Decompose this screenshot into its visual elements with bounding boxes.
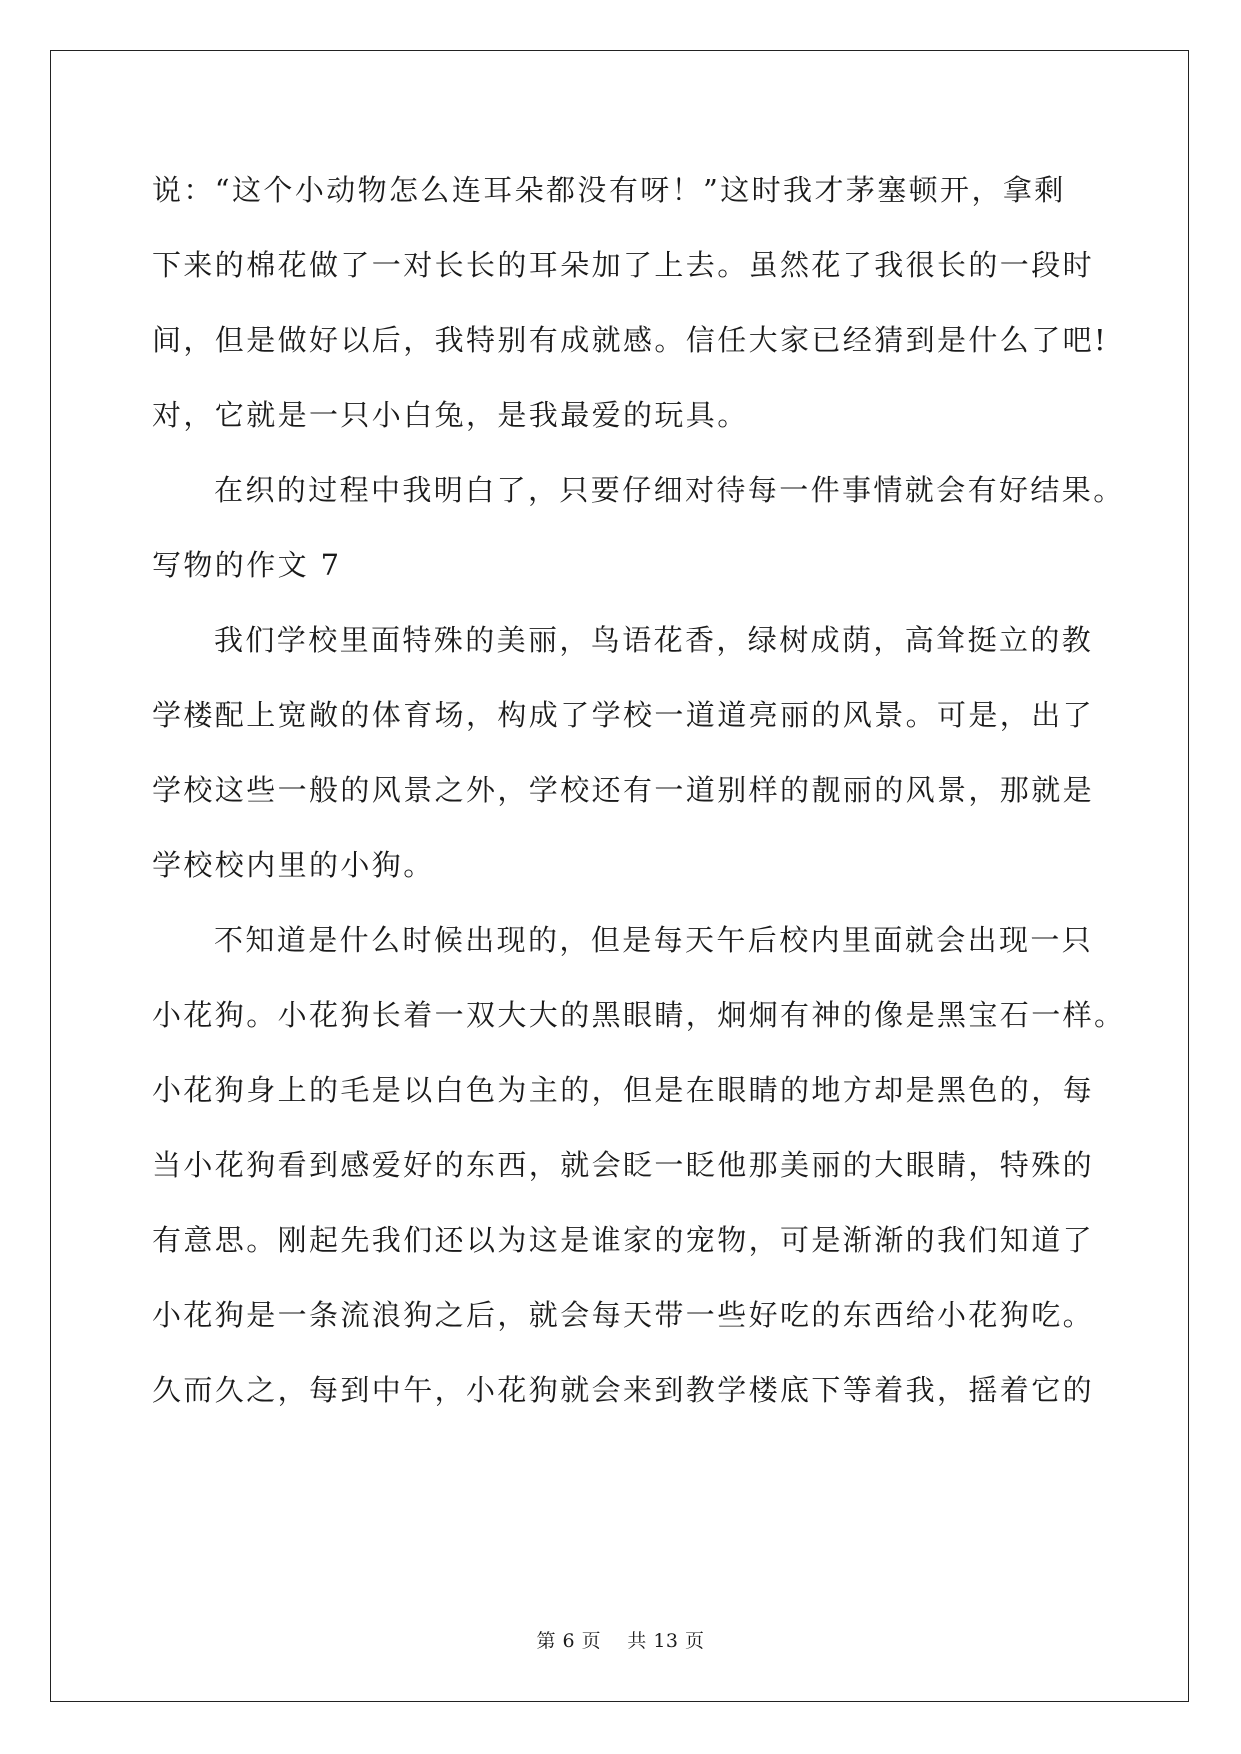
section-heading: 写物的作文 7 (152, 548, 342, 582)
text-line: 学校这些一般的风景之外，学校还有一道别样的靓丽的风景，那就是 (152, 773, 1095, 807)
text-line: 有意思。刚起先我们还以为这是谁家的宠物，可是渐渐的我们知道了 (152, 1223, 1095, 1257)
footer-gap (601, 1630, 627, 1652)
text-line: 小花狗是一条流浪狗之后，就会每天带一些好吃的东西给小花狗吃。 (152, 1298, 1095, 1332)
paragraph-first-line: 不知道是什么时候出现的，但是每天午后校内里面就会出现一只 (214, 923, 1094, 957)
text-line: 下来的棉花做了一对长长的耳朵加了上去。虽然花了我很长的一段时 (152, 248, 1095, 282)
paragraph-first-line: 我们学校里面特殊的美丽，鸟语花香，绿树成荫，高耸挺立的教 (214, 623, 1094, 657)
text-line: 学楼配上宽敞的体育场，构成了学校一道道亮丽的风景。可是，出了 (152, 698, 1095, 732)
total-pages: 共 13 页 (627, 1630, 705, 1652)
text-line: 说：“这个小动物怎么连耳朵都没有呀！”这时我才茅塞顿开，拿剩 (152, 173, 1066, 207)
text-line: 间，但是做好以后，我特别有成就感。信任大家已经猜到是什么了吧! (152, 323, 1109, 357)
text-line: 对，它就是一只小白兔，是我最爱的玩具。 (152, 398, 749, 432)
text-line: 学校校内里的小狗。 (152, 848, 435, 882)
page-footer (0, 1628, 1241, 1654)
paragraph-first-line: 在织的过程中我明白了，只要仔细对待每一件事情就会有好结果。 (214, 473, 1125, 507)
text-line: 久而久之，每到中午，小花狗就会来到教学楼底下等着我，摇着它的 (152, 1373, 1095, 1407)
text-line: 当小花狗看到感爱好的东西，就会眨一眨他那美丽的大眼睛，特殊的 (152, 1148, 1095, 1182)
text-line: 小花狗身上的毛是以白色为主的，但是在眼睛的地方却是黑色的，每 (152, 1073, 1095, 1107)
page-number: 第 6 页 (536, 1630, 602, 1652)
text-line: 小花狗。小花狗长着一双大大的黑眼睛，炯炯有神的像是黑宝石一样。 (152, 998, 1126, 1032)
